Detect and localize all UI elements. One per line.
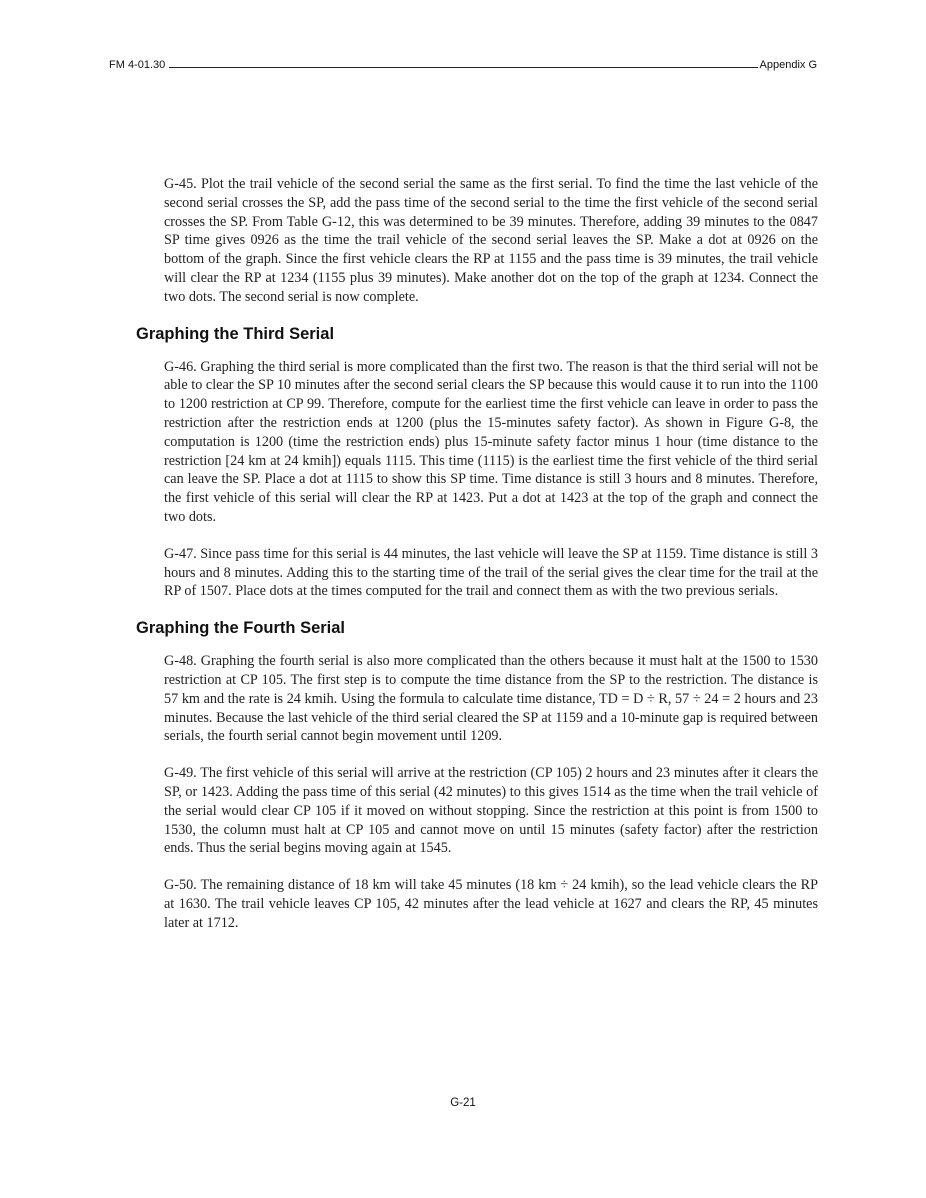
page-header <box>109 53 817 71</box>
paragraph-g47: G-47. Since pass time for this serial is 44 minutes, the last vehicle will leave the SP at 1159. Time distance is still 3 hours and 8 minutes. Adding this to the starting time of the trail of the serial gives the clear time for the trail at the RP of 1507. Place dots at the times computed for the trail and connect them as with the two previous serials. <box>164 545 818 600</box>
paragraph-g49: G-49. The first vehicle of this serial will arrive at the restriction (CP 105) 2 hours and 23 minutes after it clears the SP, or 1423. Adding the pass time of this serial (42 minutes) to this gives 1514 as the time when the trail vehicle of the serial would clear CP 105 if it moved on without stopping. Since the restriction at this point is from 1500 to 1530, the column must halt at CP 105 and cannot move on until 15 minutes (safety factor) after the restriction ends. Thus the serial begins moving again at 1545. <box>164 765 818 857</box>
paragraph-g48: G-48. Graphing the fourth serial is also more complicated than the others because it must halt at the 1500 to 1530 restriction at CP 105. The first step is to compute the time distance from the SP to the restriction. The distance is 57 km and the rate is 24 kmih. Using the formula to calculate time distance, TD = D ÷ R, 57 ÷ 24 = 2 hours and 23 minutes. Because the last vehicle of the third serial cleared the SP at 1159 and a 10-minute gap is required between serials, the fourth serial cannot begin movement until 1209. <box>164 653 818 745</box>
paragraph-g45: G-45. Plot the trail vehicle of the second serial the same as the first serial. To find the time the last vehicle of the second serial crosses the SP, add the pass time of the second serial to the time the first vehicle of the second serial crosses the SP. From Table G-12, this was determined to be 39 minutes. Therefore, adding 39 minutes to the 0847 SP time gives 0926 as the time the trail vehicle of the second serial leaves the SP. Make a dot at 0926 on the bottom of the graph. Since the first vehicle clears the RP at 1155 and the pass time is 39 minutes, the trail vehicle will clear the RP at 1234 (1155 plus 39 minutes). Make another dot on the top of the graph at 1234. Connect the two dots. The second serial is now complete. <box>164 176 818 305</box>
paragraph-g46: G-46. Graphing the third serial is more complicated than the first two. The reason is that the third serial will not be able to clear the SP 10 minutes after the second serial clears the SP because this would cause it to run into the 1100 to 1200 restriction at CP 99. Therefore, compute for the earliest time the first vehicle can leave in order to pass the restriction after the restriction ends at 1200 (plus the 15-minutes safety factor). As shown in Figure G-8, the computation is 1200 (time the restriction ends) plus 15-minute safety factor minus 1 hour (time distance to the restriction [24 km at 24 kmih]) equals 1115. This time (1115) is the earliest time the first vehicle of the third serial can leave the SP. Place a dot at 1115 to show this SP time. Time distance is still 3 hours and 8 minutes. Therefore, the first vehicle of this serial will clear the RP at 1423. Put a dot at 1423 at the top of the graph and connect the two dots. <box>164 358 818 525</box>
header-rule <box>169 67 757 68</box>
paragraph-g50: G-50. The remaining distance of 18 km will take 45 minutes (18 km ÷ 24 kmih), so the lead vehicle clears the RP at 1630. The trail vehicle leaves CP 105, 42 minutes after the lead vehicle at 1627 and clears the RP, 45 minutes later at 1712. <box>164 877 818 931</box>
page-number: G-21 <box>450 1097 476 1109</box>
heading-fourth-serial: Graphing the Fourth Serial <box>136 619 346 638</box>
appendix-label: Appendix G <box>759 59 817 71</box>
page-content <box>136 175 820 951</box>
document-id: FM 4-01.30 <box>109 59 166 71</box>
heading-third-serial: Graphing the Third Serial <box>136 324 335 343</box>
